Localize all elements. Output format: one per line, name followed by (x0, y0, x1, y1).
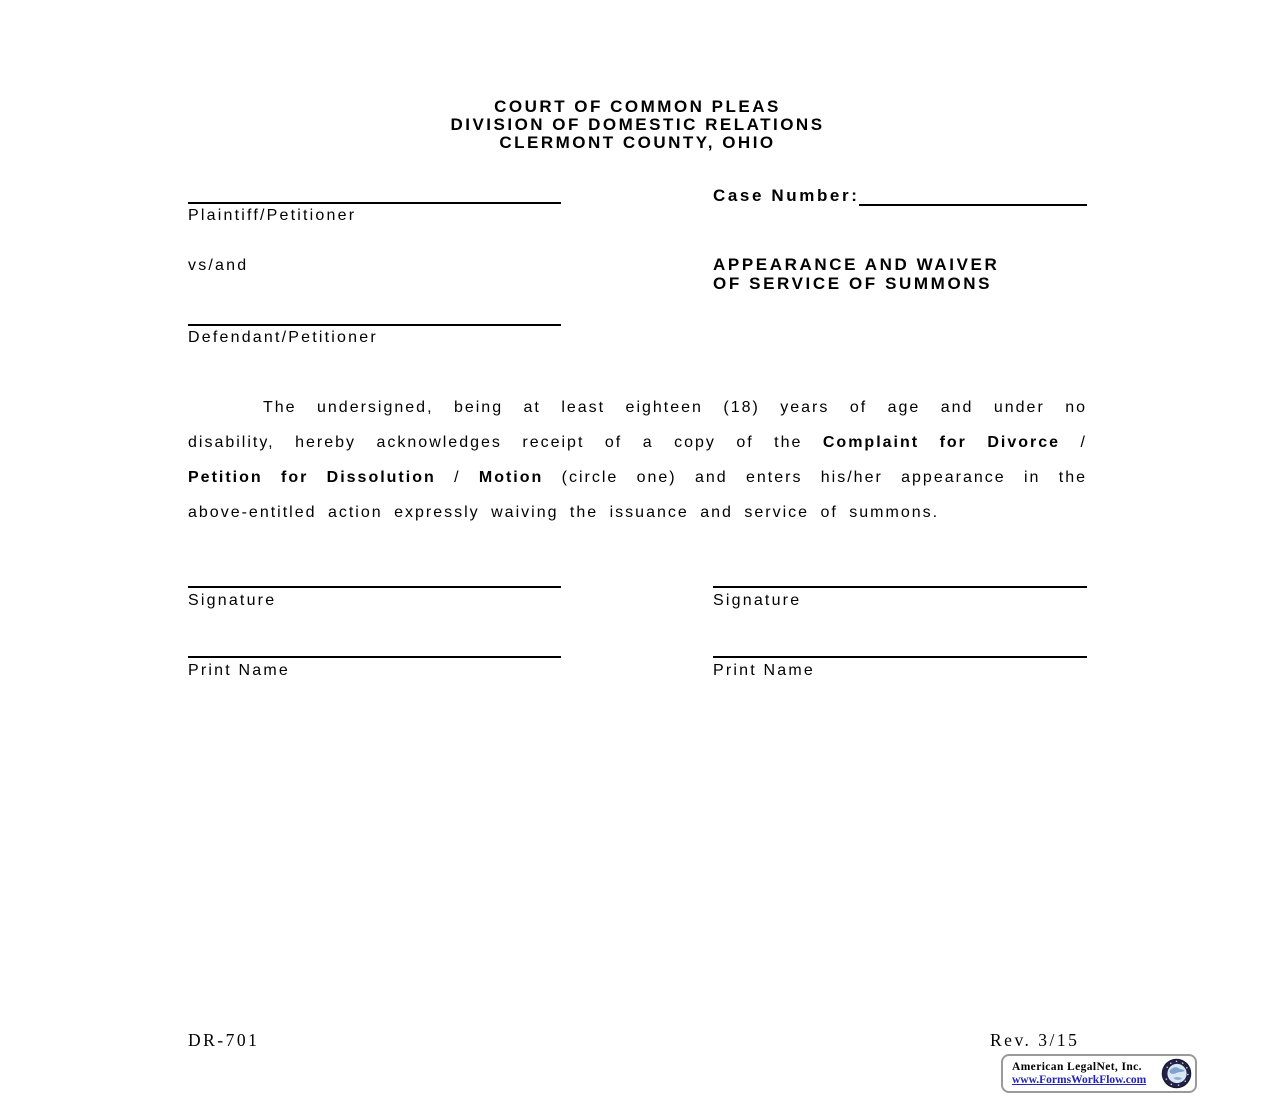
bold-text-segment: Petition for Dissolution (188, 469, 436, 486)
court-county: CLERMONT COUNTY, OHIO (499, 133, 776, 152)
court-header (0, 98, 1275, 152)
text-segment: The undersigned, being at least eighteen (18) years of age and under no (263, 399, 1087, 416)
print-name-field-right (713, 656, 1087, 680)
case-number-blank-line (859, 185, 1087, 206)
legalnet-badge (1001, 1054, 1197, 1093)
defendant-label: Defendant/Petitioner (188, 329, 378, 346)
plaintiff-label: Plaintiff/Petitioner (188, 207, 357, 224)
text-segment: / (1060, 434, 1087, 451)
body-paragraph (188, 390, 1087, 530)
paragraph-line (188, 460, 1087, 495)
bold-text-segment: Complaint for Divorce (822, 434, 1061, 451)
globe-icon (1161, 1058, 1192, 1089)
text-segment: / (435, 469, 479, 486)
text-segment: above-entitled action expressly waiving the issuance and service of summons. (188, 504, 940, 521)
print-name-label: Print Name (713, 662, 816, 679)
print-name-field-left (188, 656, 561, 680)
bold-text-segment: Motion (478, 469, 544, 486)
defendant-field (188, 324, 561, 347)
case-number-label: Case Number: (713, 186, 860, 205)
revision-label: Rev. 3/15 (990, 1030, 1080, 1050)
paragraph-line (188, 390, 1087, 425)
case-number-field (713, 185, 1087, 206)
paragraph-line (188, 425, 1087, 460)
print-name-label: Print Name (188, 662, 291, 679)
signature-field-left (188, 586, 561, 610)
court-name: COURT OF COMMON PLEAS (494, 97, 781, 116)
legalnet-text (1012, 1061, 1161, 1087)
signature-label: Signature (713, 592, 802, 609)
signature-label: Signature (188, 592, 277, 609)
plaintiff-field (188, 202, 561, 225)
form-number: DR-701 (188, 1030, 260, 1050)
legalnet-website-link[interactable]: www.FormsWorkFlow.com (1012, 1073, 1147, 1086)
court-division: DIVISION OF DOMESTIC RELATIONS (450, 115, 825, 134)
paragraph-line (188, 495, 1087, 530)
versus-label: vs/and (188, 257, 249, 274)
signature-field-right (713, 586, 1087, 610)
text-segment: (circle one) and enters his/her appearance in the (543, 469, 1087, 486)
legalnet-company-name: American LegalNet, Inc. (1012, 1060, 1142, 1073)
document-title (713, 255, 999, 293)
text-segment: disability, hereby acknowledges receipt of a copy of the (188, 434, 823, 451)
document-title-line2: OF SERVICE OF SUMMONS (713, 274, 993, 293)
document-title-line1: APPEARANCE AND WAIVER (713, 255, 1000, 274)
